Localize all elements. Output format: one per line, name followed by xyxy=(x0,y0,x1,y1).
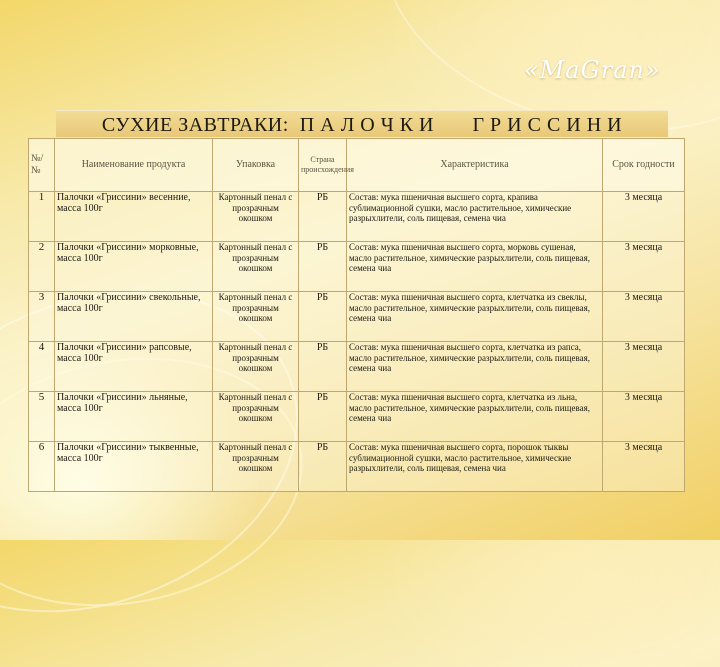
product-name: Палочки «Гриссини» тыквенные, масса 100г xyxy=(55,442,213,492)
product-name: Палочки «Гриссини» морковные, масса 100г xyxy=(55,242,213,292)
product-shelf-life: 3 месяца xyxy=(603,392,685,442)
product-packaging: Картонный пенал с прозрачным окошком xyxy=(213,392,299,442)
product-description: Состав: мука пшеничная высшего сорта, клетчатка из свеклы, масло растительное, химические разрыхлители, соль пищевая, семена чиа xyxy=(347,292,603,342)
table-row xyxy=(29,292,685,342)
header-origin: Страна происхождения xyxy=(299,139,347,192)
table-header-row xyxy=(29,139,685,192)
header-shelf-life: Срок годности xyxy=(603,139,685,192)
header-product-name: Наименование продукта xyxy=(55,139,213,192)
product-shelf-life: 3 месяца xyxy=(603,292,685,342)
row-number: 1 xyxy=(29,192,55,242)
row-number: 6 xyxy=(29,442,55,492)
product-packaging: Картонный пенал с прозрачным окошком xyxy=(213,442,299,492)
row-number: 3 xyxy=(29,292,55,342)
product-origin: РБ xyxy=(299,192,347,242)
product-shelf-life: 3 месяца xyxy=(603,192,685,242)
product-shelf-life: 3 месяца xyxy=(603,342,685,392)
product-shelf-life: 3 месяца xyxy=(603,442,685,492)
product-packaging: Картонный пенал с прозрачным окошком xyxy=(213,292,299,342)
row-number: 5 xyxy=(29,392,55,442)
product-name: Палочки «Гриссини» рапсовые, масса 100г xyxy=(55,342,213,392)
product-name: Палочки «Гриссини» весенние, масса 100г xyxy=(55,192,213,242)
product-origin: РБ xyxy=(299,392,347,442)
product-origin: РБ xyxy=(299,292,347,342)
header-description: Характеристика xyxy=(347,139,603,192)
title-band xyxy=(56,110,668,137)
table-row xyxy=(29,442,685,492)
row-number: 2 xyxy=(29,242,55,292)
product-description: Состав: мука пшеничная высшего сорта, клетчатка из льна, масло растительное, химические разрыхлители, соль пищевая, семена чиа xyxy=(347,392,603,442)
table-row xyxy=(29,342,685,392)
product-description: Состав: мука пшеничная высшего сорта, порошок тыквы сублимационной сушки, масло растительное, химические разрыхлители, соль пищевая, семена чиа xyxy=(347,442,603,492)
product-origin: РБ xyxy=(299,342,347,392)
product-description: Состав: мука пшеничная высшего сорта, морковь сушеная, масло растительное, химические разрыхлители, соль пищевая, семена чиа xyxy=(347,242,603,292)
brand-logo: «MaGran» xyxy=(524,56,661,84)
product-shelf-life: 3 месяца xyxy=(603,242,685,292)
product-packaging: Картонный пенал с прозрачным окошком xyxy=(213,192,299,242)
product-packaging: Картонный пенал с прозрачным окошком xyxy=(213,342,299,392)
product-origin: РБ xyxy=(299,442,347,492)
product-name: Палочки «Гриссини» свекольные, масса 100г xyxy=(55,292,213,342)
products-table xyxy=(28,138,685,492)
page-title: СУХИЕ ЗАВТРАКИ: П А Л О Ч К И Г Р И С С И Н И xyxy=(101,114,623,136)
table-row xyxy=(29,392,685,442)
product-name: Палочки «Гриссини» льняные, масса 100г xyxy=(55,392,213,442)
table-row xyxy=(29,242,685,292)
row-number: 4 xyxy=(29,342,55,392)
product-description: Состав: мука пшеничная высшего сорта, клетчатка из рапса, масло растительное, химические разрыхлители, соль пищевая, семена чиа xyxy=(347,342,603,392)
product-packaging: Картонный пенал с прозрачным окошком xyxy=(213,242,299,292)
product-description: Состав: мука пшеничная высшего сорта, крапива сублимационной сушки, масло растительное, химические разрыхлители, соль пищевая, семена чиа xyxy=(347,192,603,242)
header-packaging: Упаковка xyxy=(213,139,299,192)
product-origin: РБ xyxy=(299,242,347,292)
table-row xyxy=(29,192,685,242)
header-number: №/ № xyxy=(29,139,55,192)
